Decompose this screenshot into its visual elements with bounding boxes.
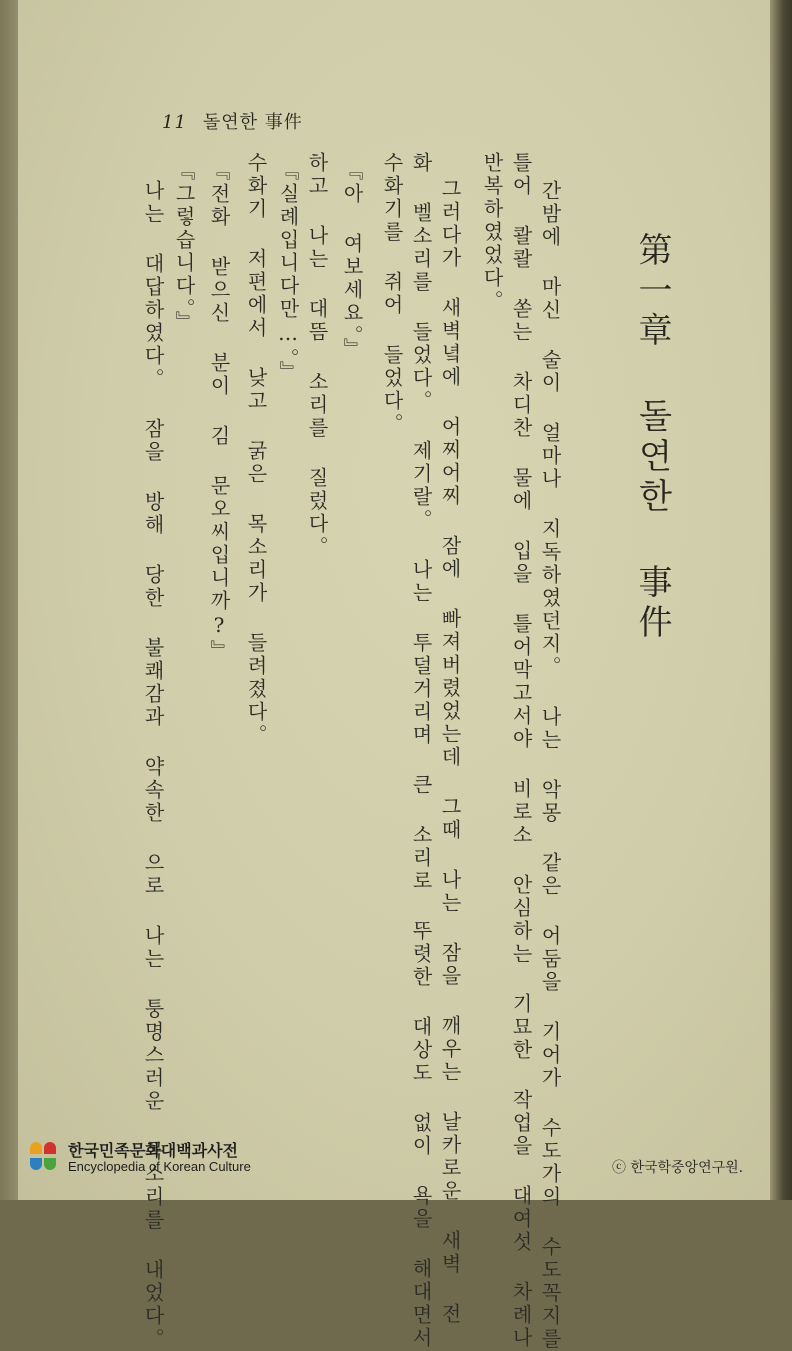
page-binding-edge: [770, 0, 792, 1200]
text-column-9: 『실례입니다만…。』: [276, 160, 300, 384]
running-header: [162, 108, 303, 134]
copyright-notice: ⓒ 한국학중앙연구원.: [612, 1160, 744, 1176]
text-column-5: 화 벨소리를 들었다。 제기랄。 나는 투덜거리며 큰 소리로 뚜렷한 대상도 없이 욕을 해대면서: [409, 152, 433, 1350]
text-column-13: 나는 대답하였다。 잠을 방해 당한 불쾌감과 약속한 으로 나는 퉁명스러운 목소리를 내었다。: [141, 180, 165, 1351]
text-column-3: 반복하였었다。: [480, 152, 504, 313]
text-column-7: 『아 여보세요。』: [340, 160, 364, 361]
text-column-10: 수화기 저편에서 낮고 굵은 목소리가 들려졌다。: [244, 152, 268, 747]
text-column-8: 하고 나는 대뜸 소리를 질렀다。: [305, 152, 329, 559]
text-column-11: 『전화 받으신 분이 김 문오씨입니까?』: [207, 160, 231, 663]
running-title: 돌연한 事件: [202, 112, 303, 133]
chapter-title: 第一章 돌연한 事件: [632, 232, 672, 644]
text-column-2: 틀어 콸콸 쏟는 차디찬 물에 입을 틀어막고서야 비로소 안심하는 기묘한 작업을 대여섯 차례나: [509, 152, 533, 1350]
text-column-4: 그러다가 새벽녘에 어찌어찌 잠에 빠져버렸었는데 그때 나는 잠을 깨우는 날카로운 새벽 전: [438, 178, 462, 1326]
publisher-name-english: Encyclopedia of Korean Culture: [68, 1158, 251, 1174]
text-column-6: 수화기를 쥐어 들었다。: [380, 152, 404, 436]
text-column-12: 『그렇습니다。』: [172, 160, 196, 334]
publisher-logo: [30, 1142, 251, 1174]
page-number: 11: [162, 112, 187, 133]
text-column-1: 간밤에 마신 술이 얼마나 지독하였던지。 나는 악몽 같은 어둠을 기어가 수도가의 수도꼭지를: [538, 180, 562, 1351]
publisher-name-korean: 한국민족문화대백과사전: [68, 1141, 239, 1161]
encyclopedia-logo-icon: [30, 1142, 60, 1174]
